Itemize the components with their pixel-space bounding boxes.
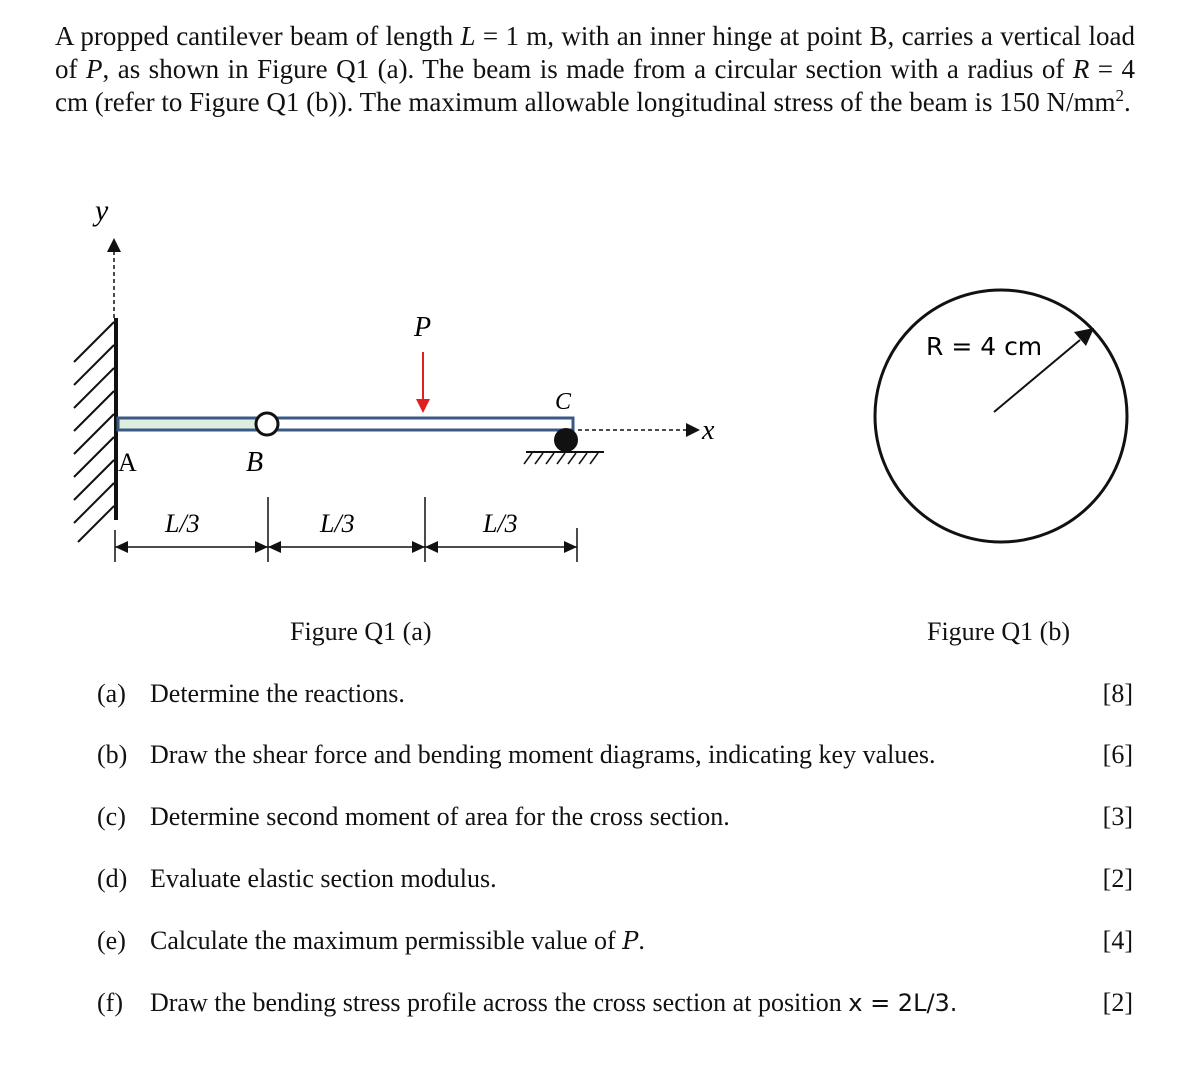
question-marks: [4] bbox=[1102, 926, 1133, 955]
question-e bbox=[97, 926, 1137, 962]
question-text-post: . bbox=[638, 926, 645, 955]
question-marks: [8] bbox=[1102, 679, 1133, 708]
question-text bbox=[150, 988, 957, 1018]
dimension-line-2 bbox=[268, 541, 425, 553]
question-text: Draw the shear force and bending moment diagrams, indicating key values. bbox=[150, 740, 936, 769]
var-radius: R bbox=[1072, 54, 1090, 84]
y-axis-arrowhead bbox=[107, 238, 121, 252]
y-axis-label: y bbox=[95, 194, 109, 227]
question-a bbox=[97, 679, 1137, 715]
question-f bbox=[97, 988, 1137, 1024]
question-text: Evaluate elastic section modulus. bbox=[150, 864, 497, 893]
question-label: (a) bbox=[97, 679, 126, 708]
load-label: P bbox=[414, 312, 432, 343]
dim-label-1: L/3 bbox=[165, 509, 200, 538]
question-marks: [3] bbox=[1102, 802, 1133, 831]
dim-label-2: L/3 bbox=[320, 509, 355, 538]
caption-figure-b: Figure Q1 (b) bbox=[927, 617, 1070, 646]
circular-section bbox=[875, 290, 1127, 542]
beam-segment-bc bbox=[276, 418, 573, 430]
question-marks: [2] bbox=[1102, 864, 1133, 893]
dimension-line-1 bbox=[115, 541, 268, 553]
intro-text-1: A propped cantilever beam of length bbox=[55, 21, 461, 51]
question-text: Determine second moment of area for the cross section. bbox=[150, 802, 730, 831]
point-a-label: A bbox=[118, 448, 137, 477]
var-length: L bbox=[460, 21, 476, 51]
question-text-pre: Draw the bending stress profile across the cross section at position bbox=[150, 988, 849, 1017]
question-b bbox=[97, 740, 1137, 776]
x-axis-arrowhead bbox=[686, 423, 700, 437]
question-d bbox=[97, 864, 1137, 900]
intro-text-end: . bbox=[1124, 87, 1131, 117]
dimension-line-3 bbox=[425, 541, 577, 553]
question-text: Determine the reactions. bbox=[150, 679, 405, 708]
question-text bbox=[150, 926, 645, 956]
roller-support-c bbox=[524, 428, 604, 464]
point-b-label: B bbox=[246, 447, 264, 478]
question-label: (b) bbox=[97, 740, 128, 769]
beam-segment-ab bbox=[118, 418, 258, 430]
var-load: P bbox=[85, 54, 103, 84]
dim-label-3: L/3 bbox=[483, 509, 518, 538]
question-label: (d) bbox=[97, 864, 128, 893]
question-label: (f) bbox=[97, 988, 123, 1017]
position-math: x = 2L/3. bbox=[848, 989, 958, 1017]
superscript-2: 2 bbox=[1115, 86, 1125, 105]
intro-text-2: = 1 m, with an inner hinge at point B, carries a vertical load of bbox=[55, 21, 1135, 84]
question-marks: [2] bbox=[1102, 988, 1133, 1017]
x-axis-label: x bbox=[702, 415, 715, 446]
question-c bbox=[97, 802, 1137, 838]
question-label: (c) bbox=[97, 802, 126, 831]
var-load-inline: P bbox=[622, 927, 639, 955]
y-axis bbox=[107, 238, 121, 318]
question-text-pre: Calculate the maximum permissible value of bbox=[150, 926, 623, 955]
x-axis bbox=[578, 423, 700, 437]
intro-text-4: = 4 cm (refer to Figure Q1 (b)). The maximum allowable longitudinal stress of the beam is 150 N/mm bbox=[55, 54, 1135, 117]
caption-figure-a: Figure Q1 (a) bbox=[290, 617, 432, 646]
radius-label: R = 4 cm bbox=[926, 332, 1043, 361]
question-marks: [6] bbox=[1102, 740, 1133, 769]
intro-text-3: , as shown in Figure Q1 (a). The beam is made from a circular section with a radius of bbox=[102, 54, 1073, 84]
point-c-label: C bbox=[555, 389, 572, 415]
inner-hinge-b bbox=[256, 413, 278, 435]
load-arrow-icon bbox=[416, 399, 430, 413]
question-label: (e) bbox=[97, 926, 126, 955]
fixed-wall-support bbox=[74, 318, 116, 542]
